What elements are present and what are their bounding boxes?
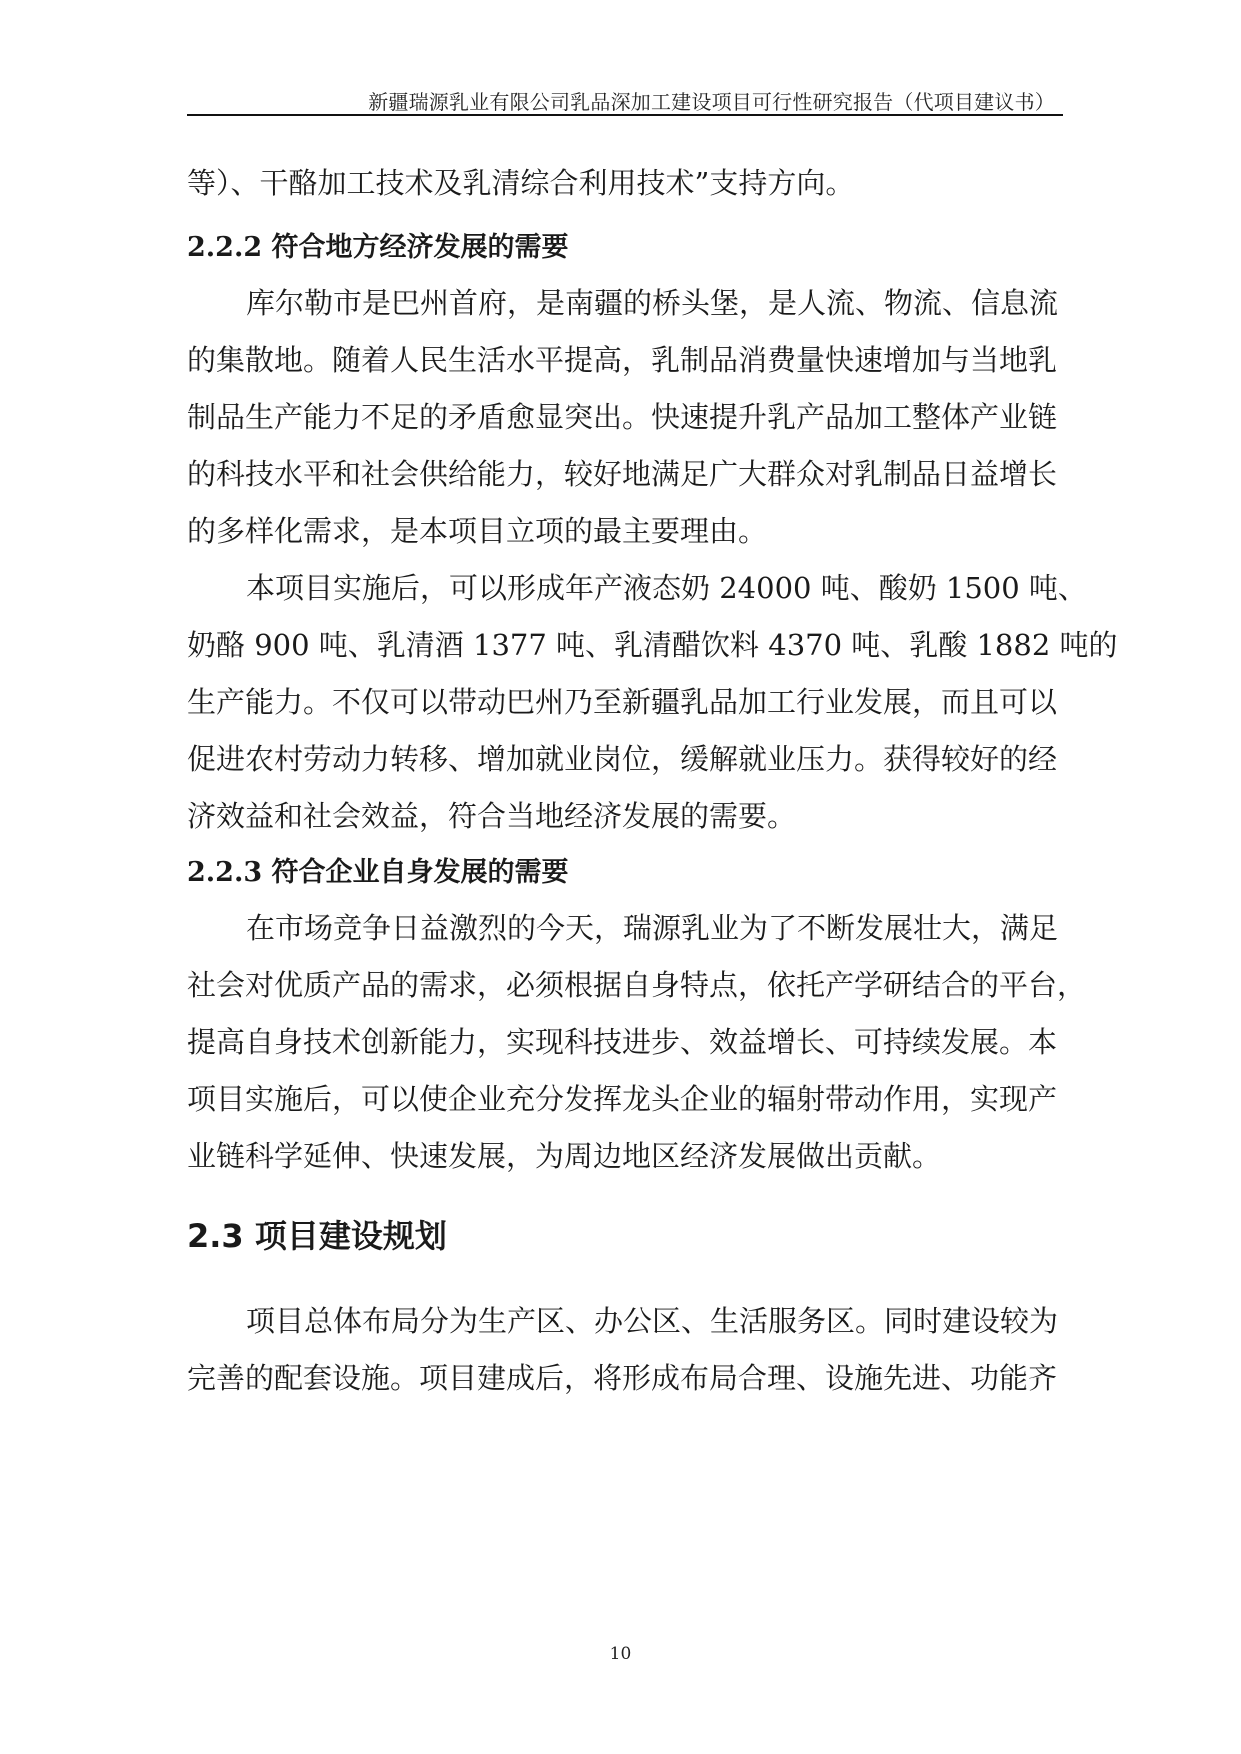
text-line: 奶酪 900 吨、乳清酒 1377 吨、乳清醋饮料 4370 吨、乳酸 1882 吨的: [187, 628, 1118, 662]
text-line: 促进农村劳动力转移、增加就业岗位，缓解就业压力。获得较好的经: [187, 742, 1058, 776]
text-line: 库尔勒市是巴州首府，是南疆的桥头堡，是人流、物流、信息流: [246, 286, 1059, 320]
text-line: 项目实施后，可以使企业充分发挥龙头企业的辐射带动作用，实现产: [187, 1082, 1058, 1116]
text-line: 社会对优质产品的需求，必须根据自身特点，依托产学研结合的平台，: [187, 968, 1087, 1002]
text-line: 的集散地。随着人民生活水平提高，乳制品消费量快速增加与当地乳: [187, 343, 1058, 377]
text-line: 本项目实施后，可以形成年产液态奶 24000 吨、酸奶 1500 吨、: [246, 571, 1087, 605]
header-rule: [187, 114, 1063, 116]
text-line: 完善的配套设施。项目建成后，将形成布局合理、设施先进、功能齐: [187, 1361, 1058, 1395]
text-line: 的多样化需求，是本项目立项的最主要理由。: [187, 514, 768, 548]
text-line: 制品生产能力不足的矛盾愈显突出。快速提升乳产品加工整体产业链: [187, 400, 1058, 434]
text-line: 业链科学延伸、快速发展，为周边地区经济发展做出贡献。: [187, 1139, 942, 1173]
text-line: 项目总体布局分为生产区、办公区、生活服务区。同时建设较为: [246, 1304, 1059, 1338]
running-header: 新疆瑞源乳业有限公司乳品深加工建设项目可行性研究报告（代项目建议书）: [368, 90, 1055, 114]
text-line: 提高自身技术创新能力，实现科技进步、效益增长、可持续发展。本: [187, 1025, 1058, 1059]
text-line: 济效益和社会效益，符合当地经济发展的需要。: [187, 799, 797, 833]
text-line: 在市场竞争日益激烈的今天，瑞源乳业为了不断发展壮大，满足: [246, 911, 1059, 945]
text-line: 等）、干酪加工技术及乳清综合利用技术”支持方向。: [187, 166, 855, 200]
subsection-heading-2-2-2: 2.2.2 符合地方经济发展的需要: [187, 232, 569, 263]
subsection-heading-2-2-3: 2.2.3 符合企业自身发展的需要: [187, 857, 569, 888]
page-number: 10: [609, 1644, 632, 1664]
section-heading-2-3: 2.3 项目建设规划: [187, 1217, 447, 1255]
text-line: 生产能力。不仅可以带动巴州乃至新疆乳品加工行业发展，而且可以: [187, 685, 1058, 719]
text-line: 的科技水平和社会供给能力，较好地满足广大群众对乳制品日益增长: [187, 457, 1058, 491]
